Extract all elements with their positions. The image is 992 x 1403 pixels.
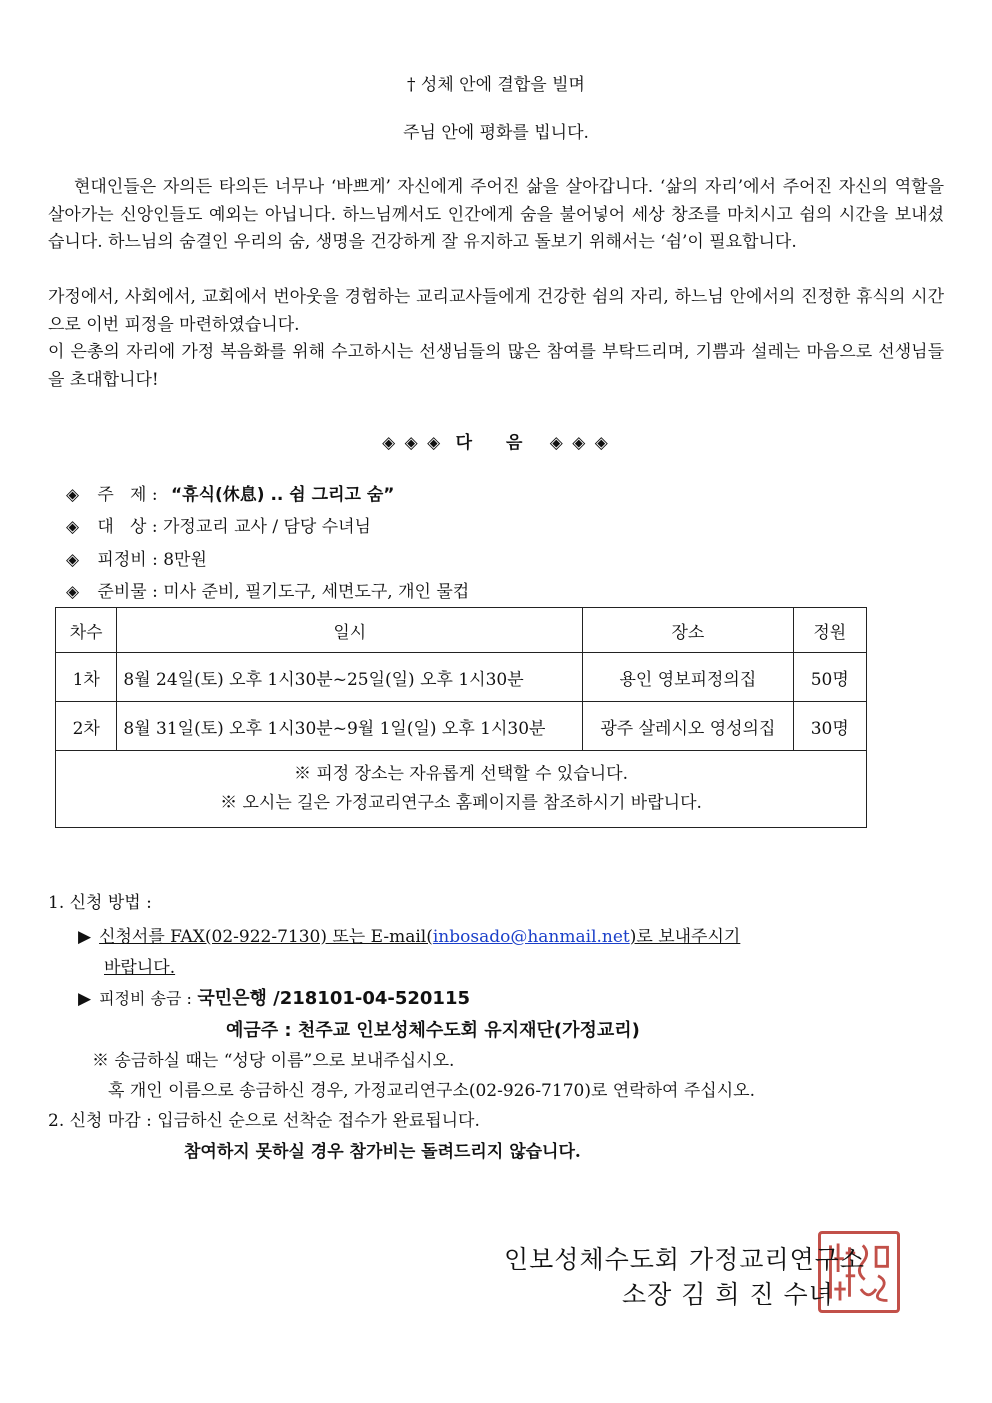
- transfer-note-1: ※ 송금하실 때는 “성당 이름”으로 보내주십시오.: [92, 1051, 455, 1071]
- apply-method: [78, 922, 740, 984]
- row-no: 1차: [56, 653, 117, 702]
- body-paragraph-3: 이 은총의 자리에 가정 복음화를 위해 수고하시는 선생님들의 많은 참여를 부탁드리며, 기쁨과 설레는 마음으로 선생님들을 초대합니다!: [48, 342, 944, 390]
- next-heading: [0, 428, 992, 453]
- apply-method-pre: 신청서를 FAX(02-922-7130) 또는 E-mail(: [99, 927, 433, 947]
- row-capacity: 50명: [793, 653, 866, 702]
- row-capacity: 30명: [793, 702, 866, 751]
- apply-title: 1. 신청 방법 :: [48, 893, 152, 913]
- greeting-line-2: 주님 안에 평화를 빕니다.: [403, 123, 589, 143]
- detail-theme: [66, 480, 394, 510]
- table-row: [56, 653, 867, 702]
- row-place: 용인 영보피정의집: [583, 653, 793, 702]
- transfer-note-2: 혹 개인 이름으로 송금하신 경우, 가정교리연구소(02-926-7170)로 연락하여 주십시오.: [108, 1081, 755, 1101]
- deadline-note: 참여하지 못하실 경우 참가비는 돌려드리지 않습니다.: [184, 1142, 581, 1162]
- transfer-account: 국민은행 /218101-04-520115: [197, 988, 471, 1009]
- signature-director: 소장 김 희 진 수녀: [622, 1280, 834, 1309]
- fee-label: 피정비 :: [97, 550, 158, 570]
- diamond-bullet-icon: ◈: [66, 485, 80, 505]
- table-note-1: ※ 피정 장소는 자유롭게 선택할 수 있습니다.: [293, 764, 628, 784]
- deadline-line: [48, 1106, 480, 1131]
- greeting-line-1: † 성체 안에 결합을 빌며: [407, 75, 585, 95]
- transfer-label: 피정비 송금 :: [99, 989, 192, 1008]
- apply-method-post: )로 보내주시기: [629, 927, 741, 947]
- table-row: [56, 702, 867, 751]
- header-no: 차수: [56, 608, 117, 653]
- prep-value: 미사 준비, 필기도구, 세면도구, 개인 물컵: [163, 582, 470, 602]
- theme-value: “휴식(休息) .. 쉼 그리고 숨”: [171, 485, 395, 505]
- table-notes-row: [56, 751, 867, 828]
- row-date: 8월 24일(토) 오후 1시30분~25일(일) 오후 1시30분: [117, 653, 583, 702]
- body-paragraph-1: 현대인들은 자의든 타의든 너무나 ‘바쁘게’ 자신에게 주어진 삶을 살아갑니다. ‘삶의 자리’에서 주어진 자신의 역할을 살아가는 신앙인들도 예외는 아닙니다. 하느님께서도 인간에게 숨을 불어넣어 세상 창조를 마치시고 쉼의 시간을 보내셨습니다. 하느님의 숨결인 우리의 숨, 생명을 건강하게 잘 유지하고 돌보기 위해서는 ‘쉼’이 필요합니다.: [48, 177, 944, 252]
- theme-label: 주 제 :: [97, 485, 158, 505]
- table-note-2: ※ 오시는 길은 가정교리연구소 홈페이지를 참조하시기 바랍니다.: [220, 793, 702, 813]
- deadline-title: 2. 신청 마감 :: [48, 1111, 152, 1131]
- fee-value: 8만원: [163, 550, 207, 570]
- deadline-text: 입금하신 순으로 선착순 접수가 완료됩니다.: [157, 1111, 480, 1131]
- detail-target: [66, 512, 371, 542]
- target-value: 가정교리 교사 / 담당 수녀님: [163, 517, 371, 537]
- account-holder: 예금주 : 천주교 인보성체수도회 유지재단(가정교리): [226, 1020, 640, 1041]
- arrow-icon: ▶: [78, 927, 92, 947]
- table-notes: [56, 751, 867, 828]
- diamond-bullet-icon: ◈: [66, 582, 80, 602]
- detail-fee: [66, 545, 207, 575]
- diamond-marks-right: ◈ ◈ ◈: [549, 433, 610, 453]
- row-place: 광주 살레시오 영성의집: [583, 702, 793, 751]
- detail-prep: [66, 577, 469, 607]
- header-date: 일시: [117, 608, 583, 653]
- header-place: 장소: [583, 608, 793, 653]
- apply-method-line2: 바랍니다.: [104, 958, 176, 978]
- schedule-table: [55, 607, 867, 828]
- row-date: 8월 31일(토) 오후 1시30분~9월 1일(일) 오후 1시30분: [117, 702, 583, 751]
- next-heading-word: 다 음: [455, 433, 537, 453]
- diamond-marks-left: ◈ ◈ ◈: [382, 433, 443, 453]
- arrow-icon: ▶: [78, 989, 92, 1009]
- signature-org: 인보성체수도회 가정교리연구소: [504, 1245, 866, 1274]
- transfer-line: [78, 984, 470, 1010]
- header-capacity: 정원: [793, 608, 866, 653]
- prep-label: 준비물 :: [97, 582, 158, 602]
- target-label: 대 상 :: [97, 517, 158, 537]
- table-header-row: [56, 608, 867, 653]
- diamond-bullet-icon: ◈: [66, 550, 80, 570]
- diamond-bullet-icon: ◈: [66, 517, 80, 537]
- row-no: 2차: [56, 702, 117, 751]
- body-paragraph-2: 가정에서, 사회에서, 교회에서 번아웃을 경험하는 교리교사들에게 건강한 쉼의 자리, 하느님 안에서의 진정한 휴식의 시간으로 이번 피정을 마련하였습니다.: [48, 287, 944, 335]
- email-link[interactable]: inbosado@hanmail.net: [432, 927, 630, 947]
